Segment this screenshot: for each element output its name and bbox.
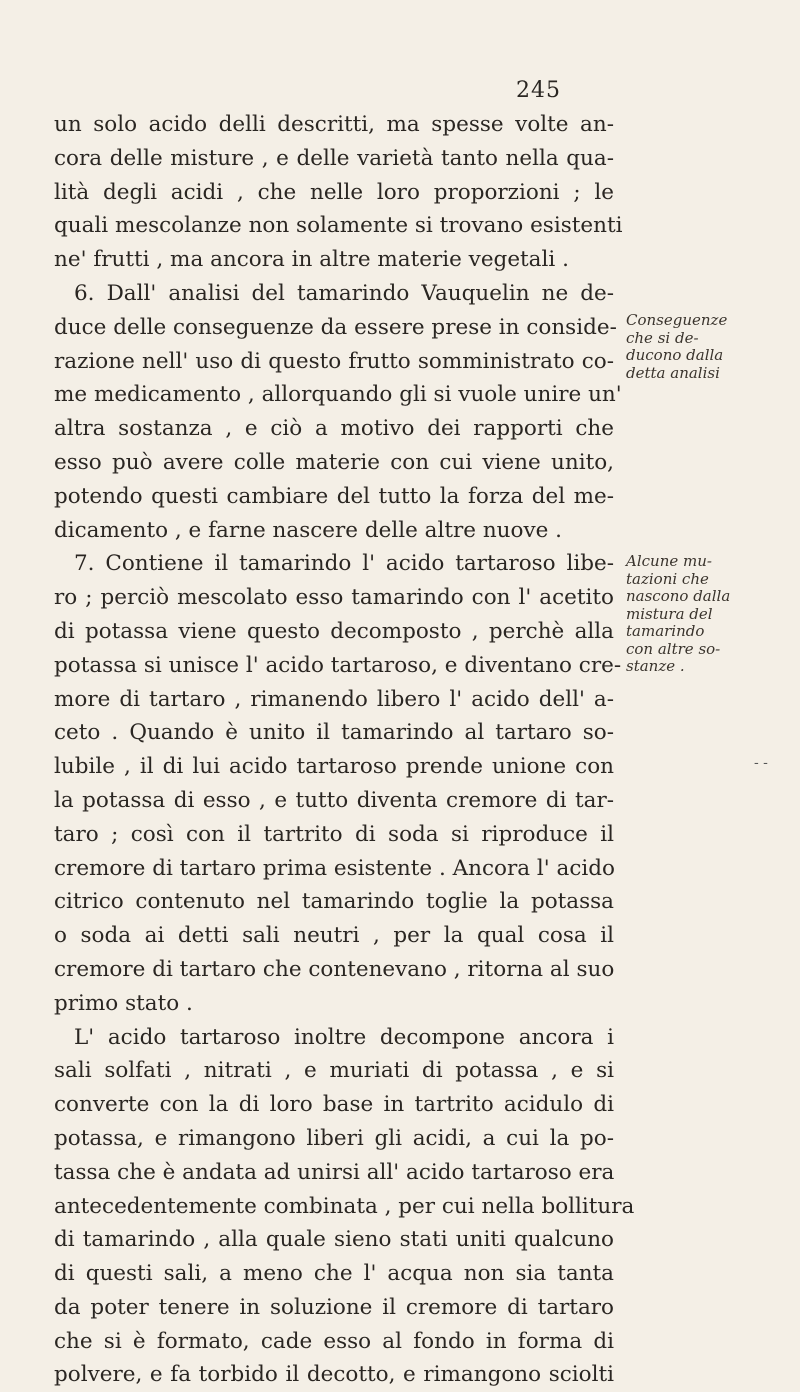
text-line: converte con la di loro base in tartrito acidulo di — [54, 1092, 614, 1118]
stray-print-mark: - - — [754, 755, 768, 771]
margin-note-line: Conseguenze — [626, 311, 728, 329]
margin-note-line: stanze . — [626, 657, 685, 675]
text-line: 7. Contiene il tamarindo l' acido tartaroso libe- — [74, 551, 614, 577]
text-line: ceto . Quando è unito il tamarindo al tartaro so- — [54, 720, 614, 746]
text-line: dicamento , e farne nascere delle altre nuove . — [54, 517, 563, 543]
text-line: da poter tenere in soluzione il cremore di tartaro — [54, 1294, 614, 1320]
text-line: razione nell' uso di questo frutto somministrato co- — [54, 348, 614, 374]
body-text — [54, 108, 635, 1392]
text-line: me medicamento , allorquando gli si vuole unire un' — [54, 382, 622, 408]
margin-note-line: con altre so- — [626, 639, 721, 658]
text-line: di questi sali, a meno che l' acqua non sia tanta — [54, 1261, 614, 1287]
text-line: altra sostanza , e ciò a motivo dei rapporti che — [54, 416, 614, 442]
text-line: citrico contenuto nel tamarindo toglie la potassa — [54, 889, 614, 915]
text-line: cremore di tartaro che contenevano , ritorna al suo — [54, 956, 615, 982]
text-line: potassa, e rimangono liberi gli acidi, a cui la po- — [54, 1125, 614, 1151]
margin-note-line: tazioni che — [626, 569, 709, 588]
margin-note-line: che si de- — [626, 328, 699, 347]
page-number: 245 — [516, 78, 561, 103]
text-line: taro ; così con il tartrito di soda si riproduce il — [54, 821, 614, 847]
margin-note-consequences — [626, 312, 756, 382]
text-line: ne' frutti , ma ancora in altre materie vegetali . — [54, 247, 569, 273]
margin-note-line: Alcune mu- — [626, 552, 712, 570]
margin-note-line: tamarindo — [626, 622, 705, 640]
text-line: cora delle misture , e delle varietà tanto nella qua- — [54, 145, 614, 171]
margin-note-line: mistura del — [626, 604, 713, 623]
text-line: o soda ai detti sali neutri , per la qual cosa il — [54, 923, 614, 949]
text-line: di potassa viene questo decomposto , perchè alla — [54, 618, 614, 644]
text-line: la potassa di esso , e tutto diventa cremore di tar- — [54, 787, 614, 813]
text-line: ro ; perciò mescolato esso tamarindo con l' acetito — [54, 585, 614, 611]
margin-note-line: nascono dalla — [626, 587, 731, 605]
text-line: lubile , il di lui acido tartaroso prende unione con — [54, 754, 614, 780]
text-line: potassa si unisce l' acido tartaroso, e diventano cre- — [54, 652, 622, 678]
text-line: sali solfati , nitrati , e muriati di potassa , e si — [54, 1058, 614, 1084]
text-line: polvere, e fa torbido il decotto, e rimangono sciolti — [54, 1362, 614, 1388]
text-line: esso può avere colle materie con cui viene unito, — [54, 449, 614, 475]
text-line: duce delle conseguenze da essere prese in conside- — [54, 314, 617, 340]
text-line: potendo questi cambiare del tutto la forza del me- — [54, 483, 614, 509]
text-line: more di tartaro , rimanendo libero l' acido dell' a- — [54, 686, 614, 712]
text-line: tassa che è andata ad unirsi all' acido tartaroso era — [54, 1159, 615, 1185]
text-line: primo stato . — [54, 990, 193, 1016]
text-line: cremore di tartaro prima esistente . Ancora l' acido — [54, 855, 615, 881]
text-line: un solo acido delli descritti, ma spesse volte an- — [54, 112, 614, 137]
text-line: lità degli acidi , che nelle loro proporzioni ; le — [54, 179, 614, 205]
text-line: quali mescolanze non solamente si trovano esistenti — [54, 213, 623, 239]
text-line: 6. Dall' analisi del tamarindo Vauquelin ne de- — [74, 280, 614, 306]
margin-note-line: ducono dalla — [626, 346, 724, 364]
text-line: L' acido tartaroso inoltre decompone ancora i — [74, 1024, 614, 1050]
text-line: che si è formato, cade esso al fondo in forma di — [54, 1328, 614, 1354]
margin-note-mutations — [626, 553, 756, 676]
margin-note-line: detta analisi — [626, 363, 720, 382]
text-line: di tamarindo , alla quale sieno stati uniti qualcuno — [54, 1227, 614, 1253]
text-line: antecedentemente combinata , per cui nella bollitura — [54, 1193, 635, 1219]
